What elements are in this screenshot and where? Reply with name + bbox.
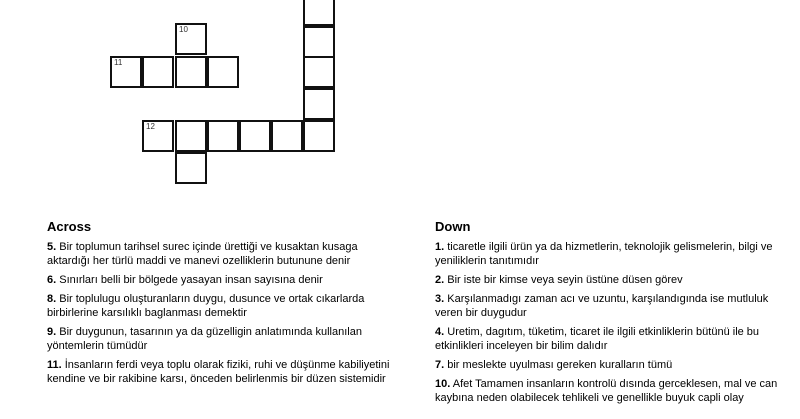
clue-number: 12 [146,122,155,131]
down-clues [435,219,790,410]
crossword-cell[interactable] [175,23,207,55]
crossword-cell[interactable] [207,120,239,152]
crossword-cell[interactable] [142,56,174,88]
clue-number: 2. [435,274,445,286]
clue-item [47,240,402,268]
clue-text: Bir duygunun, tasarının ya da güzelligin anlatımında kullanılan yöntemlerin tümüdür [47,326,362,352]
crossword-cell[interactable] [303,88,335,120]
clue-text: Bir toplumun tarihsel surec içinde ürettiği ve kusaktan kusaga aktardığı her türlü maddi ve manevi ozelliklerin butunune denir [47,241,358,267]
down-heading: Down [435,219,471,234]
clue-item [47,325,402,353]
crossword-grid [0,0,800,200]
crossword-cell[interactable] [303,26,335,58]
clue-text: ticaretle ilgili ürün ya da hizmetlerin, teknolojik gelismelerin, bilgi ve yeniliklerin tanıtımıdır [435,241,773,267]
clue-text: Afet Tamamen insanların kontrolü dısında gerceklesen, mal ve can kaybına neden olabilecek tehlikeli ve genellikle buyuk capli olay [435,378,778,404]
clue-number: 11 [114,58,123,67]
clue-item [435,240,790,268]
crossword-cell[interactable] [207,56,239,88]
clue-number: 10 [179,25,188,34]
clue-item [435,358,790,372]
crossword-cell[interactable] [175,120,207,152]
clue-text: Uretim, dagıtım, tüketim, ticaret ile ilgili etkinliklerin bütünü ile bu etkinlikleri inceleyen bir bilim dalıdır [435,326,760,352]
crossword-cell[interactable] [271,120,303,152]
clue-text: Karşılanmadıgı zaman acı ve uzuntu, karşılandıgında ise mutluluk veren bir duygudur [435,293,769,319]
clue-item [47,273,402,287]
crossword-cell[interactable] [175,56,207,88]
clue-item [435,273,790,287]
crossword-cell[interactable] [175,152,207,184]
clue-number: 4. [435,326,445,338]
clue-text: İnsanların ferdi veya toplu olarak fiziki, ruhi ve düşünme kabiliyetini kendine ve bir rakibine karsı, önceden belirlenmis bir düzen sistemidir [47,359,390,385]
clue-number: 3. [435,293,445,305]
across-clues [47,219,402,391]
crossword-cell[interactable] [303,120,335,152]
clue-number: 1. [435,241,445,253]
clue-text: Bir iste bir kimse veya seyin üstüne düsen görev [447,274,683,286]
clue-number: 6. [47,274,57,286]
crossword-cell[interactable] [142,120,174,152]
across-heading: Across [47,219,92,234]
clue-item [435,292,790,320]
clue-number: 8. [47,293,57,305]
clue-text: Bir toplulugu oluşturanların duygu, dusunce ve ortak cıkarlarda birbirlerine karsılıklı baglanması demektir [47,293,365,319]
clue-number: 10. [435,378,451,390]
clue-item [47,358,402,386]
crossword-cell[interactable] [303,56,335,88]
clue-text: Sınırları belli bir bölgede yasayan insan sayısına denir [59,274,323,286]
clue-number: 11. [47,359,62,371]
clue-item [47,292,402,320]
clue-number: 5. [47,241,57,253]
clue-number: 7. [435,359,445,371]
crossword-cell[interactable] [239,120,271,152]
clue-number: 9. [47,326,57,338]
crossword-cell[interactable] [303,0,335,26]
clue-item [435,377,790,405]
clue-item [435,325,790,353]
crossword-cell[interactable] [110,56,142,88]
clue-text: bir meslekte uyulması gereken kuralların tümü [447,359,673,371]
